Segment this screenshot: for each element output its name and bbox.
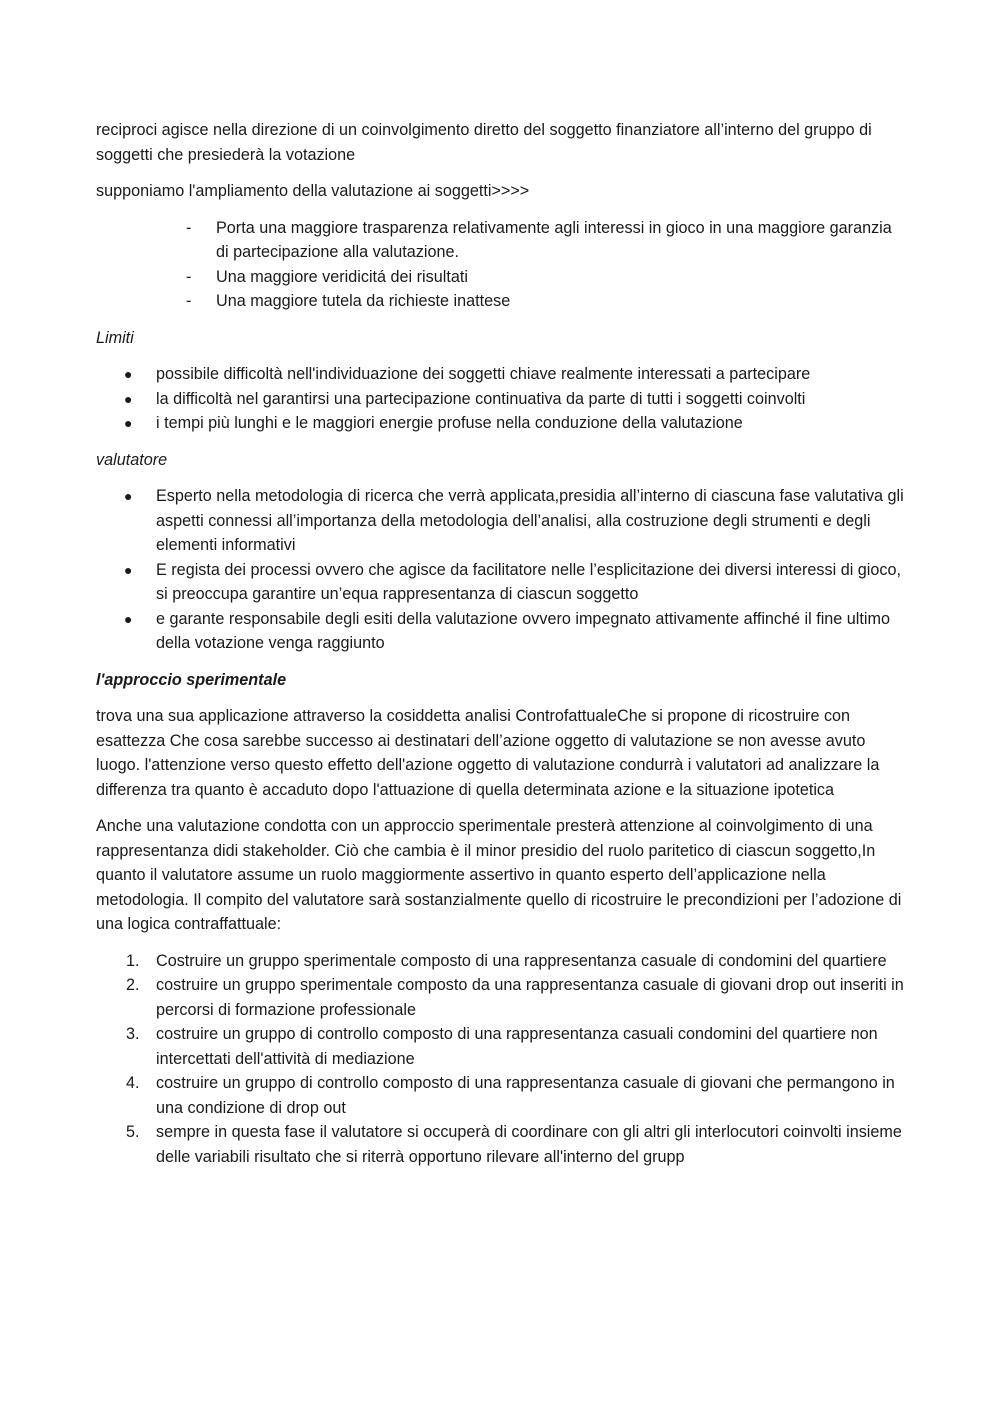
list-item: ● i tempi più lunghi e le maggiori energie profuse nella conduzione della valutazione — [96, 411, 908, 436]
approccio-heading: l'approccio sperimentale — [96, 670, 287, 689]
step-number: 2. — [126, 976, 140, 994]
step-number: 4. — [126, 1074, 140, 1092]
list-item: ● Esperto nella metodologia di ricerca che verrà applicata,presidia all’interno di ciascuna fase valutativa gli aspetti connessi all’importanza della metodologia dell’analisi, alla costruzione degli strumenti e degli elementi informativi — [96, 484, 908, 558]
intro-paragraph: reciproci agisce nella direzione di un coinvolgimento diretto del soggetto finanziatore all’interno del gruppo di soggetti che presiederà la votazione — [96, 121, 872, 164]
list-item: 2. costruire un gruppo sperimentale composto da una rappresentanza casuale di giovani drop out inseriti in percorsi di formazione professionale — [96, 973, 908, 1022]
list-item: 3. costruire un gruppo di controllo composto di una rappresentanza casuali condomini del quartiere non intercettati dell'attività di mediazione — [96, 1022, 908, 1071]
list-item: 1. Costruire un gruppo sperimentale composto di una rappresentanza casuale di condomini del quartiere — [96, 949, 908, 974]
step-number: 5. — [126, 1123, 140, 1141]
approccio-paragraph-2: Anche una valutazione condotta con un approccio sperimentale presterà attenzione al coinvolgimento di una rappresentanza didi stakeholder. Ciò che cambia è il minor presidio del ruolo paritetico di ciascun soggetto,In quanto il valutatore assume un ruolo maggiormente assertivo in quanto esperto dell’applicazione nella metodologia. Il compito del valutatore sarà sostanzialmente quello di ricostruire le precondizioni per l’adozione di una logica contraffattuale: — [96, 817, 902, 933]
limiti-heading: Limiti — [96, 328, 134, 347]
bullet-icon: ● — [124, 390, 133, 407]
list-item: - Una maggiore veridicitá dei risultati — [96, 265, 908, 290]
approccio-paragraph-1: trova una sua applicazione attraverso la cosiddetta analisi ControfattualeChe si propone di ricostruire con esattezza Che cosa sarebbe successo ai destinatari dell’azione oggetto di valutazione se non avesse avuto luogo. l'attenzione verso questo effetto dell'azione oggetto di valutazione condurrà i valutatori ad analizzare la differenza tra quanto è accaduto dopo l'attuazione di quella determinata azione e la situazione ipotetica — [96, 707, 880, 799]
bullet-icon: ● — [124, 488, 133, 504]
list-item: ● e garante responsabile degli esiti della valutazione ovvero impegnato attivamente affinché il fine ultimo della votazione venga raggiunto — [96, 607, 908, 656]
steps-list — [96, 949, 908, 1170]
list-item: ● E regista dei processi ovvero che agisce da facilitatore nelle l’esplicitazione dei diversi interessi di gioco, si preoccupa garantire un’equa rappresentanza di ciascun soggetto — [96, 558, 908, 607]
list-item: - Porta una maggiore trasparenza relativamente agli interessi in gioco in una maggiore garanzia di partecipazione alla valutazione. — [96, 216, 908, 265]
bullet-icon: ● — [124, 561, 133, 578]
vantaggi-list — [96, 216, 908, 314]
step-number: 3. — [126, 1025, 140, 1043]
list-item: ● possibile difficoltà nell'individuazione dei soggetti chiave realmente interessati a partecipare — [96, 362, 908, 387]
dash-marker: - — [186, 292, 192, 310]
list-item: 5. sempre in questa fase il valutatore si occuperà di coordinare con gli altri gli interlocutori coinvolti insieme delle variabili risultato che si riterrà opportuno rilevare all'interno del grupp — [96, 1120, 908, 1169]
limiti-list — [96, 362, 908, 436]
bullet-icon: ● — [124, 415, 133, 431]
valutatore-heading: valutatore — [96, 450, 168, 469]
valutatore-list — [96, 484, 908, 656]
bullet-icon: ● — [124, 610, 133, 627]
supponiamo-line: supponiamo l'ampliamento della valutazione ai soggetti>>>> — [96, 182, 530, 200]
dash-marker: - — [186, 267, 192, 286]
list-item: ● la difficoltà nel garantirsi una partecipazione continuativa da parte di tutti i soggetti coinvolti — [96, 387, 908, 412]
step-number: 1. — [126, 951, 140, 970]
list-item: 4. costruire un gruppo di controllo composto di una rappresentanza casuale di giovani che permangono in una condizione di drop out — [96, 1071, 908, 1120]
list-item: - Una maggiore tutela da richieste inattese — [96, 289, 908, 314]
bullet-icon: ● — [124, 366, 133, 382]
dash-marker: - — [186, 218, 192, 237]
